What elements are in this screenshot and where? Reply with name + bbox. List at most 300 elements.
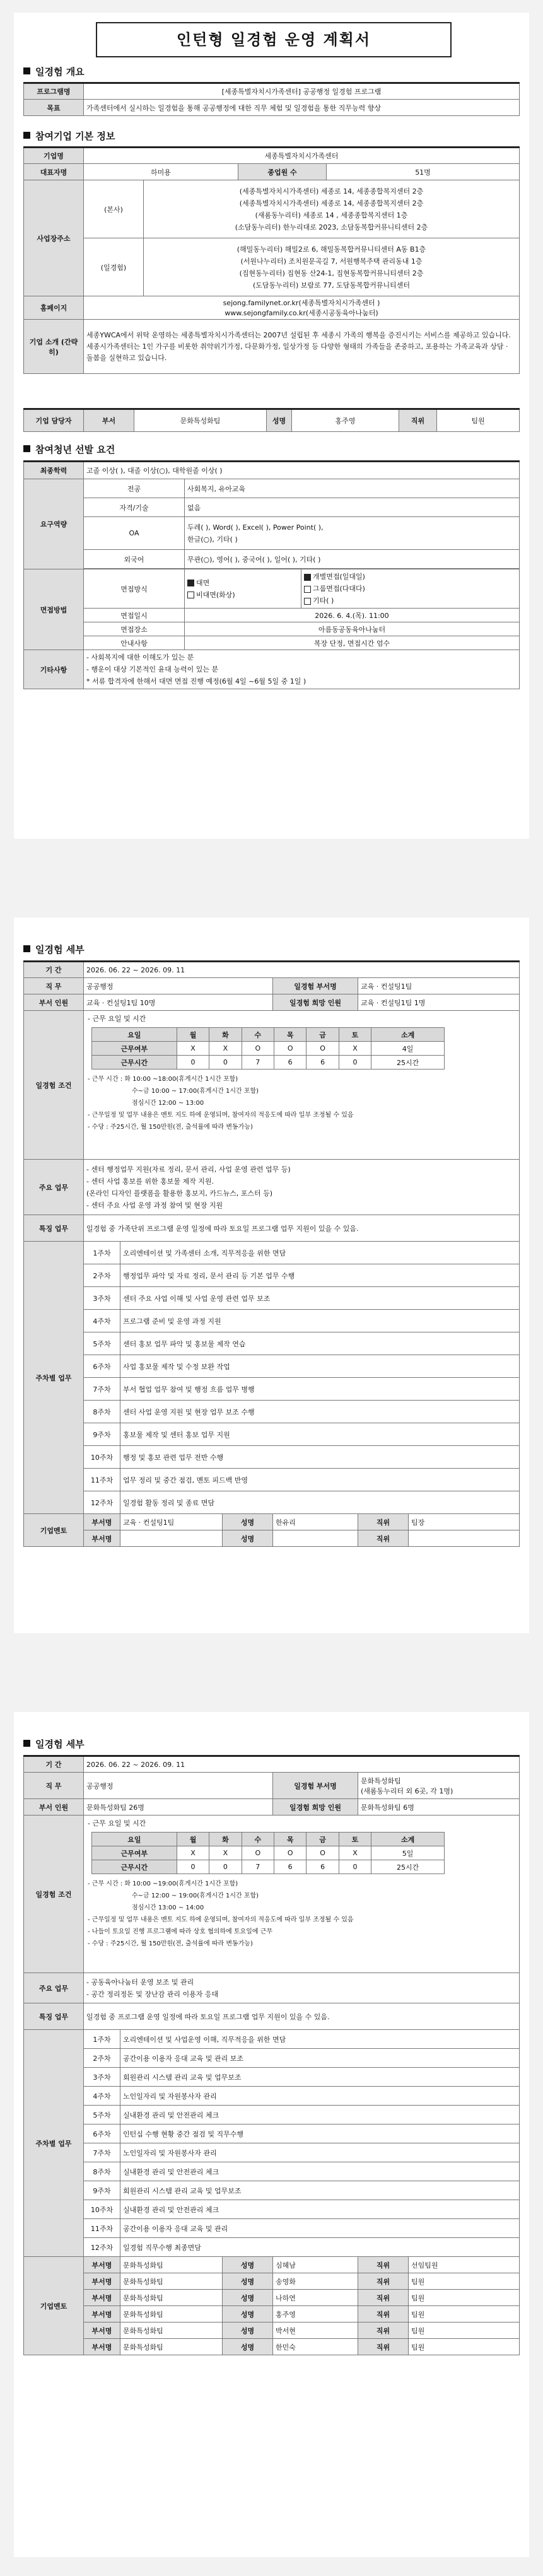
mentor-row [24, 2290, 520, 2306]
square-bullet-icon [23, 1740, 30, 1747]
schedule-cell: 0 [209, 1056, 242, 1069]
condition-label: 일경험 조건 [24, 1815, 84, 1973]
mentor-rank-label: 직위 [358, 2322, 409, 2339]
etc-value [84, 650, 520, 689]
mentor-rank-label: 직위 [358, 2306, 409, 2322]
address-line: (해밀동누리터) 해밀2로 6, 해밀동복합커뮤니티센터 A동 B1층 [236, 245, 426, 254]
main-duty-label: 주요 업무 [24, 1973, 84, 2003]
address-line: (소담동누리터) 한누리대로 2023, 소담동복합커뮤니티센터 2층 [235, 223, 428, 231]
schedule-cell: 근무시간 [92, 1860, 177, 1874]
education-label: 최종학력 [24, 462, 84, 479]
mentor-name-label: 성명 [223, 2339, 273, 2355]
overview-table [23, 82, 520, 116]
schedule-cell: 25시간 [371, 1860, 445, 1874]
feature-value: 일경험 중 가족단위 프로그램 운영 일정에 따라 토요일 프로그램 업무 지원이 있을 수 있음. [84, 1215, 520, 1242]
schedule-cell: X [177, 1846, 209, 1860]
contact-rank-label: 직위 [399, 409, 437, 432]
schedule-header-row [92, 1028, 445, 1042]
mentor-rank-label: 직위 [358, 2339, 409, 2355]
interview-date-value: 2026. 6. 4.(목). 11:00 [185, 609, 520, 622]
week-row [24, 2162, 520, 2181]
week-row [24, 2124, 520, 2143]
week-task: 사업 홍보물 제작 및 수정 보완 작업 [120, 1355, 520, 1378]
page-2 [14, 918, 529, 1633]
mentor-rank-value: 팀장 [409, 1514, 520, 1530]
mentor-name-value: 심혜남 [273, 2257, 358, 2273]
week-task: 노인일자리 및 자원봉사자 관리 [120, 2087, 520, 2106]
main-duty-line: - 센터 주요 사업 운영 과정 참여 및 현장 지원 [86, 1201, 223, 1209]
week-number: 9주차 [84, 1423, 120, 1446]
day-header: 소계 [371, 1028, 445, 1042]
mentor-row [24, 2306, 520, 2322]
dept-value-cell [358, 1773, 520, 1799]
week-task: 회원관리 시스템 관리 교육 및 업무보조 [120, 2068, 520, 2087]
week-number: 8주차 [84, 2162, 120, 2181]
address-line: (세종특별자치시가족센터) 세종로 14, 세종종합복지센터 2층 [239, 199, 424, 207]
section-detail-title: 일경험 세부 [35, 1739, 85, 1750]
schedule-cell: O [307, 1042, 339, 1056]
weekly-tasks [24, 1242, 520, 1514]
day-header: 화 [209, 1833, 242, 1846]
week-task: 실내환경 관리 및 안전관리 체크 [120, 2200, 520, 2219]
mentor-name-label: 성명 [223, 2290, 273, 2306]
time-line: - 근무 시간 : 화 10:00 ~18:00(휴게시간 1시간 포함) [88, 1076, 238, 1083]
square-bullet-icon [23, 67, 30, 74]
period-value: 2026. 06. 22 ~ 2026. 09. 11 [84, 962, 520, 978]
time-notes [88, 1073, 515, 1133]
main-duty-line: - 센터 행정업무 지원(자료 정리, 문서 관리, 사업 운영 관련 업무 등) [86, 1165, 291, 1174]
mentor-row [24, 2322, 520, 2339]
time-line: 수~금 10:00 ~ 17:00(휴게시간 1시간 포함) [132, 1088, 259, 1095]
feature-label: 특징 업무 [24, 2003, 84, 2030]
schedule-cell: X [339, 1042, 371, 1056]
section-requirements [23, 443, 115, 456]
mentor-dept-value: 교육 · 컨설팅1팀 [120, 1514, 223, 1530]
time-line: - 수당 : 주25시간, 월 150만원(전, 출석률에 따라 변동가능) [88, 1940, 253, 1947]
mentor-rank-value: 팀원 [409, 2306, 520, 2322]
schedule-cell: 4일 [371, 1042, 445, 1056]
company-name-value: 세종특별자치시가족센터 [84, 148, 520, 164]
section-overview [23, 65, 85, 78]
main-duty-line: (온라인 디자인 플랫폼을 활용한 홍보지, 카드뉴스, 포스터 등) [86, 1189, 273, 1198]
mentor-dept-label: 부서명 [84, 1514, 120, 1530]
schedule-cell: 근무여부 [92, 1042, 177, 1056]
mentor-dept-label: 부서명 [84, 2257, 120, 2273]
mentor-dept-label: 부서명 [84, 2273, 120, 2290]
time-line: 점심시간 13:00 ~ 14:00 [132, 1904, 204, 1911]
week-row [24, 2106, 520, 2124]
weekly-label: 주차별 업무 [24, 1242, 84, 1514]
week-row [24, 1332, 520, 1355]
section-detail-title: 일경험 세부 [35, 944, 85, 955]
week-number: 3주차 [84, 1287, 120, 1310]
contact-name-label: 성명 [267, 409, 292, 432]
week-task: 홍보물 제작 및 센터 홍보 업무 지원 [120, 1423, 520, 1446]
mentor-dept-value: 문화특성화팀 [120, 2257, 223, 2273]
week-number: 10주차 [84, 2200, 120, 2219]
interview-place-label: 면접장소 [84, 622, 185, 636]
mentor-rank-label: 직위 [358, 1514, 409, 1530]
week-number: 11주차 [84, 1469, 120, 1491]
week-number: 9주차 [84, 2181, 120, 2200]
main-duty-line: - 센터 사업 홍보를 위한 홍보물 제작 지원. [86, 1177, 214, 1186]
schedule-cell: 0 [339, 1056, 371, 1069]
day-header: 토 [339, 1028, 371, 1042]
time-line: - 나들이 토요일 진행 프로그램에 따라 상호 협의하에 토요일에 근무 [88, 1928, 273, 1935]
square-bullet-icon [23, 132, 30, 139]
week-row [24, 1310, 520, 1332]
week-row [24, 1401, 520, 1423]
program-label: 프로그램명 [24, 83, 84, 100]
staff-value: 교육 · 컨설팅1팀 10명 [84, 994, 273, 1011]
address-main-label: (본사) [84, 180, 144, 238]
week-number: 1주차 [84, 1242, 120, 1264]
schedule-cell: 근무여부 [92, 1846, 177, 1860]
detail-2-table [23, 1755, 520, 2355]
time-line: - 수당 : 주25시간, 월 150만원(전, 출석률에 따라 변동가능) [88, 1124, 253, 1131]
time-line: 수~금 12:00 ~ 19:00(휴게시간 1시간 포함) [132, 1892, 259, 1899]
week-task: 센터 홍보 업무 파악 및 홍보물 제작 연습 [120, 1332, 520, 1355]
section-overview-title: 일경험 개요 [35, 66, 85, 78]
education-value: 고졸 이상( ), 대졸 이상(○), 대학원졸 이상( ) [84, 462, 520, 479]
schedule-cell: O [242, 1846, 274, 1860]
condition-label: 일경험 조건 [24, 1011, 84, 1160]
contact-rank-value: 팀원 [437, 409, 520, 432]
main-duty-value [84, 1973, 520, 2003]
mentor-dept-value [120, 1530, 223, 1547]
dept-value: 문화특성화팀 [361, 1776, 401, 1785]
major-label: 전공 [84, 479, 185, 498]
week-number: 5주차 [84, 2106, 120, 2124]
address-label: 사업장주소 [24, 180, 84, 296]
main-duty-label: 주요 업무 [24, 1160, 84, 1215]
etc-line: - 행운이 대상 기본적인 윤대 능력이 있는 분 [86, 665, 219, 673]
day-header: 요일 [92, 1833, 177, 1846]
week-number: 12주차 [84, 2238, 120, 2257]
week-row [24, 2238, 520, 2257]
hope-value: 문화특성화팀 6명 [358, 1799, 520, 1815]
contact-label: 기업 담당자 [24, 409, 84, 432]
week-number: 7주차 [84, 2143, 120, 2162]
week-task: 인턴십 수행 현황 중간 점검 및 직무수행 [120, 2124, 520, 2143]
week-number: 2주차 [84, 2049, 120, 2068]
option-label: 비대면(화상) [196, 590, 235, 599]
week-row [24, 2181, 520, 2200]
week-number: 3주차 [84, 2068, 120, 2087]
week-task: 행정업무 파악 및 자료 정리, 문서 관리 등 기본 업무 수행 [120, 1264, 520, 1287]
contact-dept-label: 부서 [84, 409, 134, 432]
mentor-row [24, 2339, 520, 2355]
mentor-name-value: 나하연 [273, 2290, 358, 2306]
week-task: 오리엔테이션 및 가족센터 소개, 직무적응을 위한 면담 [120, 1242, 520, 1264]
feature-label: 특징 업무 [24, 1215, 84, 1242]
address-workplace-list [144, 238, 520, 296]
etc-label: 기타사항 [24, 650, 84, 689]
oa-label: OA [84, 517, 185, 550]
homepage-link[interactable]: sejong.familynet.or.kr(세종특별자치시가족센터 ) [223, 299, 380, 307]
checkbox-checked-icon [304, 574, 311, 581]
section-company [23, 129, 115, 143]
staff-label: 부서 인원 [24, 1799, 84, 1815]
address-main-list [144, 180, 520, 238]
oa-line: 한글(○), 기타( ) [187, 535, 238, 544]
goal-value: 가족센터에서 실시하는 일경험을 통해 공공행정에 대한 직무 체험 및 일경험을 통한 직무능력 향상 [84, 100, 520, 116]
time-line: 점심시간 12:00 ~ 13:00 [132, 1100, 204, 1107]
week-task: 프로그램 준비 및 운영 과정 지원 [120, 1310, 520, 1332]
condition-cell [84, 1011, 520, 1160]
intro-label: 기업 소개 (간략히) [24, 320, 84, 374]
address-line: (서원나누리터) 조치원문곡길 7, 서원행복주택 관리동내 1층 [240, 257, 423, 265]
week-number: 10주차 [84, 1446, 120, 1469]
mentor-name-label: 성명 [223, 1514, 273, 1530]
mentor-name-label: 성명 [223, 2257, 273, 2273]
program-value: [세종특별자치시가족센터] 공공행정 일경험 프로그램 [84, 83, 520, 100]
schedule-cell: 6 [307, 1860, 339, 1874]
mentor-rank-value: 팀원 [409, 2339, 520, 2355]
day-header: 금 [307, 1833, 339, 1846]
week-number: 4주차 [84, 1310, 120, 1332]
option-group[interactable] [304, 583, 517, 595]
mentor-rank-value: 팀원 [409, 2273, 520, 2290]
mentor-dept-value: 문화특성화팀 [120, 2306, 223, 2322]
hope-label: 일경험 희망 인원 [273, 1799, 358, 1815]
schedule-row [92, 1860, 445, 1874]
week-task: 일경험 직무수행 최종면담 [120, 2238, 520, 2257]
hope-value: 교육 · 컨설팅1팀 1명 [358, 994, 520, 1011]
dept-value: 교육 · 컨설팅1팀 [358, 978, 520, 994]
mentor-row [24, 1530, 520, 1547]
week-task: 회원관리 시스템 관리 교육 및 업무보조 [120, 2181, 520, 2200]
mentor-name-value: 박서현 [273, 2322, 358, 2339]
week-row [24, 1446, 520, 1469]
schedule-table [91, 1027, 445, 1069]
option-label: 대면 [196, 578, 210, 587]
condition-note: - 근무 요일 및 시간 [88, 1819, 146, 1827]
schedule-cell: 6 [274, 1860, 306, 1874]
week-task: 오리엔테이션 및 사업운영 이해, 직무적응을 위한 면담 [120, 2030, 520, 2049]
contact-dept-value: 문화특성화팀 [134, 409, 267, 432]
schedule-cell: X [209, 1042, 242, 1056]
checkbox-checked-icon [187, 580, 194, 586]
schedule-cell: 6 [274, 1056, 306, 1069]
section-requirements-title: 참여청년 선발 요건 [35, 444, 115, 455]
week-row [24, 2030, 520, 2049]
week-task: 실내환경 관리 및 안전관리 체크 [120, 2106, 520, 2124]
week-task: 공간이용 이용자 응대 교육 및 관리 보조 [120, 2049, 520, 2068]
schedule-row [92, 1042, 445, 1056]
company-table [23, 146, 520, 374]
hope-label: 일경험 희망 인원 [273, 994, 358, 1011]
address-line: (도담동누리터) 보람로 77, 도담동복합커뮤니티센터 [252, 281, 411, 289]
mentor-row [24, 2273, 520, 2290]
week-row [24, 2068, 520, 2087]
week-number: 5주차 [84, 1332, 120, 1355]
interview-method-label: 면접방식 [84, 569, 185, 609]
day-header: 금 [307, 1028, 339, 1042]
address-workplace-label: (일경험) [84, 238, 144, 296]
week-row [24, 2049, 520, 2068]
dept-sub: (새롬동누리터 외 6곳, 각 1명) [361, 1786, 453, 1795]
week-number: 8주차 [84, 1401, 120, 1423]
oa-value [185, 517, 520, 550]
week-task: 실내환경 관리 및 안전관리 체크 [120, 2162, 520, 2181]
week-task: 공간이용 이용자 응대 교육 및 관리 [120, 2219, 520, 2238]
square-bullet-icon [23, 445, 30, 452]
mentor-rank-label: 직위 [358, 2290, 409, 2306]
mentor-dept-value: 문화특성화팀 [120, 2290, 223, 2306]
week-task: 일경험 활동 정리 및 종료 면담 [120, 1491, 520, 1514]
mentor-dept-label: 부서명 [84, 1530, 120, 1547]
address-line: (새롬동누리터) 세종로 14 , 세종종합복지센터 1층 [255, 211, 408, 219]
option-in-person[interactable] [187, 577, 298, 589]
day-header: 월 [177, 1833, 209, 1846]
option-individual[interactable] [304, 571, 517, 583]
time-notes [88, 1878, 515, 1950]
mentor-rank-value [409, 1530, 520, 1547]
mentor-rank-value: 선임팀원 [409, 2257, 520, 2273]
option-label: 개별면접(일대일) [313, 573, 365, 581]
company-name-label: 기업명 [24, 148, 84, 164]
week-number: 4주차 [84, 2087, 120, 2106]
mentor-dept-label: 부서명 [84, 2339, 120, 2355]
schedule-cell: O [307, 1846, 339, 1860]
option-label: 그룹면접(다대다) [313, 585, 365, 593]
main-duty-value [84, 1160, 520, 1215]
competency-label: 요구역량 [24, 479, 84, 569]
week-row [24, 2143, 520, 2162]
language-value: 무관(○), 영어( ), 중국어( ), 일어( ), 기타( ) [185, 550, 520, 569]
oa-line: 두레( ), Word( ), Excel( ), Power Point( ), [187, 523, 324, 532]
interview-guide-label: 안내사항 [84, 636, 185, 650]
detail-1-table [23, 960, 520, 1547]
condition-note: - 근무 요일 및 시간 [88, 1015, 146, 1023]
weekly-tasks [24, 2030, 520, 2257]
address-line: (집현동누리터) 집현동 산24-1, 집현동복합커뮤니티센터 2층 [239, 269, 424, 277]
etc-line: * 서류 합격자에 한해서 대면 면접 진행 예정(6월 4일 ~6월 5일 중 1일 ) [86, 677, 307, 685]
time-line: - 근무일정 및 업무 내용은 멘토 지도 하에 운영되며, 참여자의 적응도에 따라 일부 조정될 수 있음 [88, 1112, 354, 1119]
main-duty-line: - 공간 정리정돈 및 장난감 관리 이용자 응대 [86, 1990, 219, 1998]
contact-name-value: 홍주영 [292, 409, 399, 432]
interview-method-options [185, 569, 301, 609]
day-header: 요일 [92, 1028, 177, 1042]
interview-date-label: 면접일시 [84, 609, 185, 622]
duty-value: 공공행정 [84, 978, 273, 994]
cert-value: 없음 [185, 498, 520, 517]
homepage-label: 홈페이지 [24, 296, 84, 320]
schedule-cell: 5일 [371, 1846, 445, 1860]
mentor-dept-value: 문화특성화팀 [120, 2273, 223, 2290]
period-label: 기 간 [24, 1756, 84, 1773]
mentor-rank-value: 팀원 [409, 2322, 520, 2339]
schedule-cell: 0 [177, 1860, 209, 1874]
week-row [24, 2219, 520, 2238]
square-bullet-icon [23, 945, 30, 952]
day-header: 토 [339, 1833, 371, 1846]
interview-place-value: 아름동공동육아나눔터 [185, 622, 520, 636]
checkbox-empty-icon [304, 598, 311, 605]
option-other[interactable] [304, 595, 517, 607]
day-header: 소계 [371, 1833, 445, 1846]
week-number: 1주차 [84, 2030, 120, 2049]
schedule-cell: X [177, 1042, 209, 1056]
intro-value: 세종YWCA에서 위탁 운영하는 세종특별자치시가족센터는 2007년 설립된 후 세종시 가족의 행복을 증진시키는 서비스를 제공하고 있습니다. 세종시가족센터는 1인 가구를 비롯한 취약위기가정, 다문화가정, 일상가정 등 다양한 형태의 가족들을 존중하고, 포용하는 가족교육과 상담 · 돌봄을 실현하고 있습니다. [84, 320, 520, 374]
schedule-cell: X [209, 1846, 242, 1860]
interview-type-options [301, 569, 520, 609]
mentor-rank-label: 직위 [358, 1530, 409, 1547]
day-header: 목 [274, 1028, 306, 1042]
ceo-label: 대표자명 [24, 164, 84, 180]
week-number: 2주차 [84, 1264, 120, 1287]
staff-label: 부서 인원 [24, 994, 84, 1011]
schedule-cell: 0 [339, 1860, 371, 1874]
period-value: 2026. 06. 22 ~ 2026. 09. 11 [84, 1756, 520, 1773]
mentor-dept-label: 부서명 [84, 2306, 120, 2322]
etc-line: - 사회복지에 대한 이해도가 있는 분 [86, 653, 194, 661]
schedule-cell: 근무시간 [92, 1056, 177, 1069]
duty-value: 공공행정 [84, 1773, 273, 1799]
week-row [24, 1491, 520, 1514]
mentor-name-label: 성명 [223, 2322, 273, 2339]
week-task: 센터 주요 사업 이해 및 사업 운영 관련 업무 보조 [120, 1287, 520, 1310]
checkbox-empty-icon [187, 592, 194, 598]
week-task: 업무 정리 및 중간 점검, 멘토 피드백 반영 [120, 1469, 520, 1491]
contact-table [23, 408, 520, 432]
requirements-table [23, 460, 520, 689]
week-row [24, 1242, 520, 1264]
mentor-name-label: 성명 [223, 1530, 273, 1547]
mentor-name-value: 홍주영 [273, 2306, 358, 2322]
week-row [24, 1355, 520, 1378]
schedule-cell: 6 [307, 1056, 339, 1069]
week-row [24, 2200, 520, 2219]
schedule-cell: X [339, 1846, 371, 1860]
schedule-cell: 0 [177, 1056, 209, 1069]
week-task: 센터 사업 운영 지원 및 현장 업무 보조 수행 [120, 1401, 520, 1423]
period-label: 기 간 [24, 962, 84, 978]
day-header: 월 [177, 1028, 209, 1042]
dept-label: 일경험 부서명 [273, 978, 358, 994]
week-row [24, 1264, 520, 1287]
document-title: 인턴형 일경험 운영 계획서 [176, 31, 371, 49]
schedule-cell: 7 [242, 1056, 274, 1069]
checkbox-empty-icon [304, 586, 311, 593]
day-header: 수 [242, 1833, 274, 1846]
section-detail-1 [23, 943, 85, 956]
feature-value: 일경험 중 프로그램 운영 일정에 따라 토요일 프로그램 업무 지원이 있을 수 있음. [84, 2003, 520, 2030]
duty-label: 직 무 [24, 1773, 84, 1799]
week-number: 6주차 [84, 1355, 120, 1378]
week-number: 11주차 [84, 2219, 120, 2238]
schedule-cell: O [274, 1042, 306, 1056]
mentor-rows [24, 2257, 520, 2355]
schedule-row [92, 1846, 445, 1860]
week-row [24, 1287, 520, 1310]
week-number: 12주차 [84, 1491, 120, 1514]
mentor-dept-label: 부서명 [84, 2290, 120, 2306]
option-label: 기타( ) [313, 597, 334, 605]
mentor-name-value: 송영화 [273, 2273, 358, 2290]
schedule-table [91, 1832, 445, 1874]
staff-value: 문화특성화팀 26명 [84, 1799, 273, 1815]
main-duty-line: - 공동육아나눔터 운영 보조 및 관리 [86, 1978, 194, 1986]
homepage-link[interactable]: www.sejongfamily.co.kr(세종시공동육아나눔터) [225, 309, 378, 317]
schedule-cell: O [274, 1846, 306, 1860]
week-row [24, 1469, 520, 1491]
option-remote[interactable] [187, 589, 298, 601]
schedule-cell: 0 [209, 1860, 242, 1874]
employee-label: 종업원 수 [238, 164, 327, 180]
mentor-label: 기업멘토 [24, 1514, 84, 1547]
